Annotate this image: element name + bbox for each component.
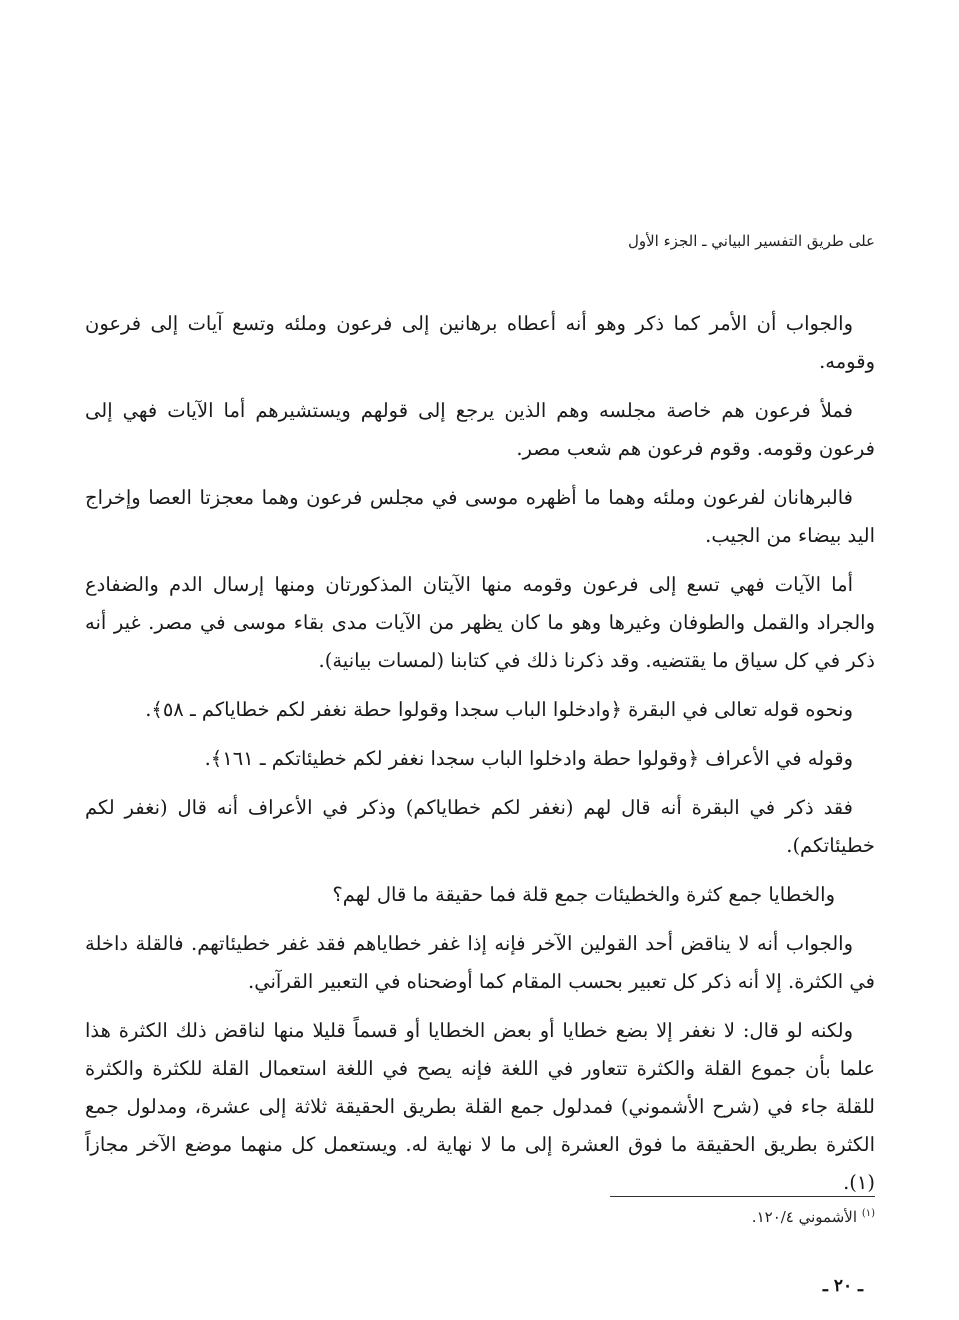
paragraph: والجواب أن الأمر كما ذكر وهو أنه أعطاه برهانين إلى فرعون وملئه وتسع آيات إلى فرعون وقومه. [85, 312, 875, 373]
footnote-divider [610, 1196, 875, 1197]
paragraph: ولكنه لو قال: لا نغفر إلا بضع خطايا أو بعض الخطايا أو قسماً قليلا منها لناقض ذلك الكثرة هذا علما بأن جموع القلة والكثرة تتعاور في اللغة فإنه يصح في اللغة استعمال القلة للكثرة والكثرة للقلة جاء في (شرح الأشموني) فمدلول جمع القلة بطريق الحقيقة ثلاثة إلى عشرة، ومدلول جمع الكثرة بطريق الحقيقة ما فوق العشرة إلى ما لا نهاية له. ويستعمل كل منهما موضع الآخر مجازاً (١). [85, 1019, 875, 1194]
paragraph: فقد ذكر في البقرة أنه قال لهم (نغفر لكم خطاياكم) وذكر في الأعراف أنه قال (نغفر لكم خطيئاتكم). [85, 796, 875, 857]
body-text [85, 305, 875, 1213]
paragraph: فالبرهانان لفرعون وملئه وهما ما أظهره موسى في مجلس فرعون وهما معجزتا العصا وإخراج اليد بيضاء من الجيب. [85, 486, 875, 547]
paragraph: والخطايا جمع كثرة والخطيئات جمع قلة فما حقيقة ما قال لهم؟ [332, 883, 835, 906]
paragraph: والجواب أنه لا يناقض أحد القولين الآخر فإنه إذا غفر خطاياهم فقد غفر خطيئاتهم. فالقلة داخلة في الكثرة. إلا أنه ذكر كل تعبير بحسب المقام كما أوضحناه في التعبير القرآني. [85, 932, 875, 993]
page-number: ـ ٢٠ ـ [822, 1276, 863, 1296]
footnote [752, 1208, 875, 1226]
footnote-marker: (١) [861, 1208, 875, 1219]
footnote-text: الأشموني ١٢٠/٤. [751, 1208, 858, 1226]
running-header: على طريق التفسير البياني ـ الجزء الأول [627, 232, 875, 250]
paragraph: وقوله في الأعراف ﴿وقولوا حطة وادخلوا الباب سجدا نغفر لكم خطيئاتكم ـ ١٦١﴾. [204, 747, 853, 770]
paragraph: أما الآيات فهي تسع إلى فرعون وقومه منها الآيتان المذكورتان ومنها إرسال الدم والضفادع والجراد والقمل والطوفان وغيرها وهو ما كان يظهر من الآيات مدى بقاء موسى في مصر. غير أنه ذكر في كل سياق ما يقتضيه. وقد ذكرنا ذلك في كتابنا (لمسات بيانية). [85, 573, 875, 672]
paragraph: ونحوه قوله تعالى في البقرة ﴿وادخلوا الباب سجدا وقولوا حطة نغفر لكم خطاياكم ـ ٥٨﴾. [145, 698, 853, 721]
paragraph: فملأ فرعون هم خاصة مجلسه وهم الذين يرجع إلى قولهم ويستشيرهم أما الآيات فهي إلى فرعون وقومه. وقوم فرعون هم شعب مصر. [85, 399, 875, 460]
